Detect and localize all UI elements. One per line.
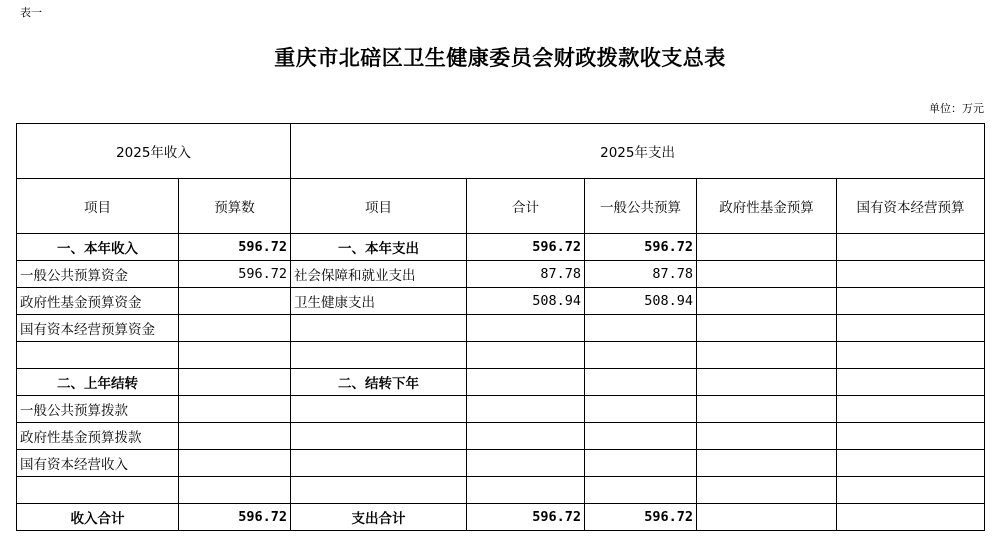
table-row (17, 234, 985, 261)
cell-income-budget (179, 342, 291, 369)
cell-state-capital-budget (837, 423, 985, 450)
col-header-gov-fund-budget: 政府性基金预算 (697, 179, 837, 234)
cell-income-budget (179, 288, 291, 315)
cell-income-item: 政府性基金预算拨款 (17, 423, 179, 450)
cell-total: 508.94 (467, 288, 585, 315)
cell-general-budget: 508.94 (585, 288, 697, 315)
cell-expense-item (291, 477, 467, 504)
cell-state-capital-budget (837, 369, 985, 396)
col-header-income-item: 项目 (17, 179, 179, 234)
cell-total (467, 342, 585, 369)
table-row (17, 477, 985, 504)
income-group-header: 2025年收入 (17, 124, 291, 179)
cell-expense-item (291, 450, 467, 477)
cell-income-item: 一般公共预算资金 (17, 261, 179, 288)
col-header-state-capital-budget: 国有资本经营预算 (837, 179, 985, 234)
cell-gov-fund-budget (697, 234, 837, 261)
cell-income-budget (179, 450, 291, 477)
cell-income-item: 二、上年结转 (17, 369, 179, 396)
cell-income-budget (179, 477, 291, 504)
cell-income-budget: 596.72 (179, 234, 291, 261)
cell-income-budget (179, 315, 291, 342)
budget-table (16, 123, 985, 531)
cell-state-capital-budget (837, 234, 985, 261)
page-title: 重庆市北碚区卫生健康委员会财政拨款收支总表 (274, 45, 726, 70)
cell-total (467, 477, 585, 504)
cell-total (467, 396, 585, 423)
cell-expense-item (291, 396, 467, 423)
col-header-general-budget: 一般公共预算 (585, 179, 697, 234)
table-row (17, 396, 985, 423)
unit-label: 单位：万元 (929, 102, 984, 115)
col-header-total: 合计 (467, 179, 585, 234)
cell-general-budget (585, 369, 697, 396)
cell-state-capital-budget (837, 342, 985, 369)
cell-gov-fund-budget (697, 288, 837, 315)
cell-state-capital-budget (837, 261, 985, 288)
cell-expense-item: 二、结转下年 (291, 369, 467, 396)
cell-gov-fund-budget (697, 450, 837, 477)
cell-state-capital-budget (837, 477, 985, 504)
cell-income-budget (179, 369, 291, 396)
table-row (17, 423, 985, 450)
header-row-columns (17, 179, 985, 234)
col-header-income-budget: 预算数 (179, 179, 291, 234)
table-row (17, 288, 985, 315)
cell-total: 87.78 (467, 261, 585, 288)
cell-gov-fund-budget (697, 315, 837, 342)
cell-gov-fund-budget (697, 342, 837, 369)
cell-expense-item: 社会保障和就业支出 (291, 261, 467, 288)
cell-general-budget (585, 477, 697, 504)
cell-income-budget (179, 423, 291, 450)
cell-state-capital-budget (837, 504, 985, 531)
cell-gov-fund-budget (697, 423, 837, 450)
cell-total (467, 423, 585, 450)
cell-general-budget (585, 450, 697, 477)
cell-total (467, 450, 585, 477)
cell-total (467, 369, 585, 396)
cell-state-capital-budget (837, 450, 985, 477)
table-row (17, 261, 985, 288)
cell-general-budget: 596.72 (585, 504, 697, 531)
cell-income-budget: 596.72 (179, 504, 291, 531)
cell-income-budget (179, 396, 291, 423)
cell-general-budget (585, 315, 697, 342)
cell-state-capital-budget (837, 288, 985, 315)
cell-income-item: 国有资本经营收入 (17, 450, 179, 477)
cell-general-budget (585, 342, 697, 369)
cell-gov-fund-budget (697, 396, 837, 423)
cell-general-budget (585, 396, 697, 423)
col-header-expense-item: 项目 (291, 179, 467, 234)
table-row (17, 342, 985, 369)
table-row (17, 504, 985, 531)
cell-total (467, 315, 585, 342)
cell-total: 596.72 (467, 234, 585, 261)
cell-state-capital-budget (837, 315, 985, 342)
header-row-groups (17, 124, 985, 179)
cell-general-budget: 87.78 (585, 261, 697, 288)
cell-income-item: 一、本年收入 (17, 234, 179, 261)
cell-expense-item: 卫生健康支出 (291, 288, 467, 315)
cell-gov-fund-budget (697, 261, 837, 288)
cell-income-item: 一般公共预算拨款 (17, 396, 179, 423)
table-row (17, 315, 985, 342)
cell-income-item: 收入合计 (17, 504, 179, 531)
table-row (17, 450, 985, 477)
cell-expense-item: 一、本年支出 (291, 234, 467, 261)
cell-income-item (17, 342, 179, 369)
table-number-label: 表一 (20, 6, 42, 19)
cell-state-capital-budget (837, 396, 985, 423)
cell-expense-item (291, 315, 467, 342)
cell-expense-item (291, 423, 467, 450)
cell-general-budget: 596.72 (585, 234, 697, 261)
cell-gov-fund-budget (697, 504, 837, 531)
table-row (17, 369, 985, 396)
cell-income-budget: 596.72 (179, 261, 291, 288)
cell-income-item (17, 477, 179, 504)
expense-group-header: 2025年支出 (291, 124, 985, 179)
cell-expense-item (291, 342, 467, 369)
cell-income-item: 政府性基金预算资金 (17, 288, 179, 315)
cell-total: 596.72 (467, 504, 585, 531)
cell-gov-fund-budget (697, 477, 837, 504)
cell-income-item: 国有资本经营预算资金 (17, 315, 179, 342)
cell-expense-item: 支出合计 (291, 504, 467, 531)
cell-general-budget (585, 423, 697, 450)
cell-gov-fund-budget (697, 369, 837, 396)
